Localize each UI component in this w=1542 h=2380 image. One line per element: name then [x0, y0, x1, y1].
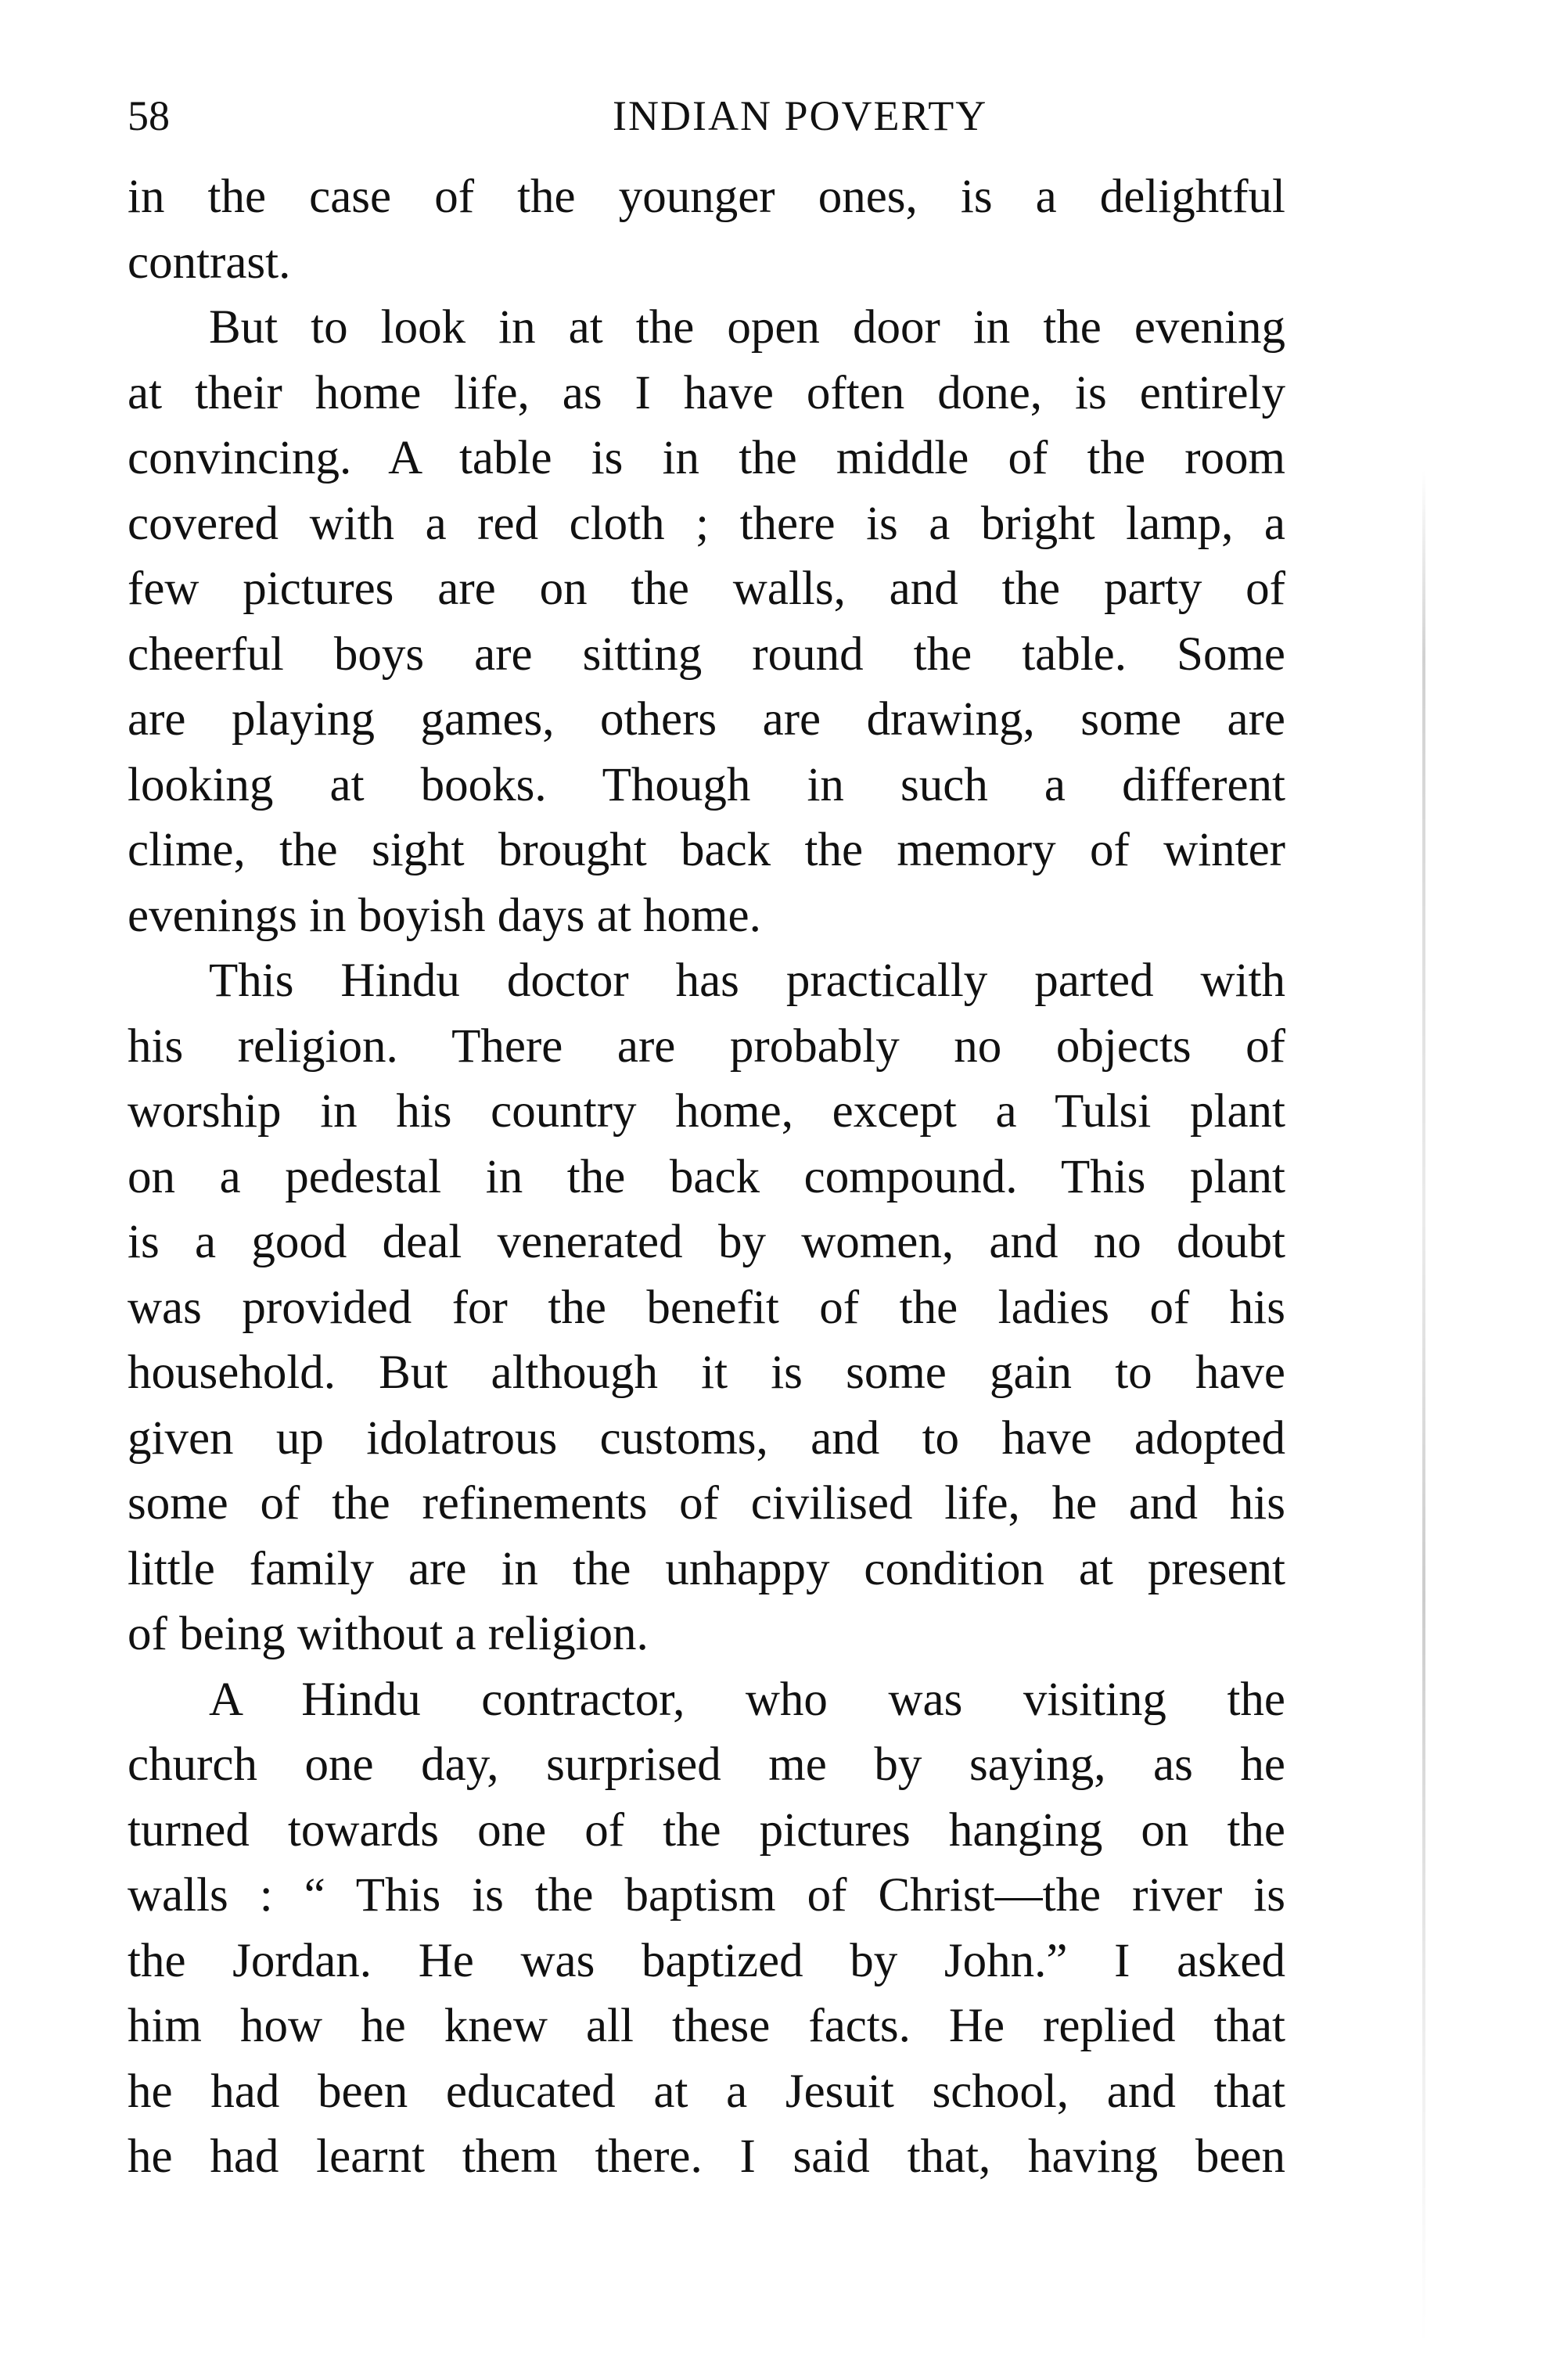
text-line: looking at books. Though in such a different [128, 758, 1285, 811]
paragraph-start-line: This Hindu doctor has practically parted with [209, 955, 1285, 1007]
text-line: church one day, surprised me by saying, as he [128, 1738, 1285, 1791]
text-line: are playing games, others are drawing, some are [128, 693, 1285, 746]
text-line: the Jordan. He was baptized by John.” I asked [128, 1934, 1285, 1987]
body-text [128, 164, 1285, 2190]
text-line: he had been educated at a Jesuit school, and that [128, 2065, 1285, 2118]
paragraph-start-line: But to look in at the open door in the evening [209, 301, 1285, 354]
text-line: at their home life, as I have often done, is entirely [128, 366, 1285, 419]
page-header [128, 84, 1285, 147]
text-line: turned towards one of the pictures hanging on the [128, 1803, 1285, 1857]
text-line: walls : “ This is the baptism of Christ—the river is [128, 1869, 1285, 1922]
text-line: convincing. A table is in the middle of the room [128, 432, 1285, 484]
running-title: INDIAN POVERTY [613, 92, 988, 139]
scan-shadow-edge [1422, 469, 1425, 2347]
text-line: in the case of the younger ones, is a delightful [128, 171, 1285, 223]
text-line: given up idolatrous customs, and to have adopted [128, 1411, 1285, 1465]
text-line: covered with a red cloth ; there is a bright lamp, a [128, 497, 1285, 550]
text-line: was provided for the benefit of the ladies of his [128, 1281, 1285, 1334]
text-line: of being without a religion. [128, 1608, 649, 1660]
text-line: clime, the sight brought back the memory of winter [128, 824, 1285, 876]
text-line: little family are in the unhappy condition at present [128, 1542, 1285, 1595]
text-line: few pictures are on the walls, and the party of [128, 563, 1285, 615]
text-line: some of the refinements of civilised life, he and his [128, 1477, 1285, 1530]
text-line: on a pedestal in the back compound. This plant [128, 1150, 1285, 1203]
page-number: 58 [128, 92, 170, 139]
paragraph-start-line: A Hindu contractor, who was visiting the [209, 1673, 1285, 1726]
text-line: him how he knew all these facts. He replied that [128, 2000, 1285, 2052]
text-line: he had learnt them there. I said that, having been [128, 2130, 1285, 2183]
text-line: his religion. There are probably no objects of [128, 1019, 1285, 1073]
text-line: contrast. [128, 235, 291, 289]
text-line: worship in his country home, except a Tulsi plant [128, 1085, 1285, 1138]
text-line: evenings in boyish days at home. [128, 889, 761, 942]
text-line: cheerful boys are sitting round the table. Some [128, 627, 1285, 681]
text-line: household. But although it is some gain to have [128, 1346, 1285, 1399]
text-line: is a good deal venerated by women, and no doubt [128, 1216, 1285, 1268]
